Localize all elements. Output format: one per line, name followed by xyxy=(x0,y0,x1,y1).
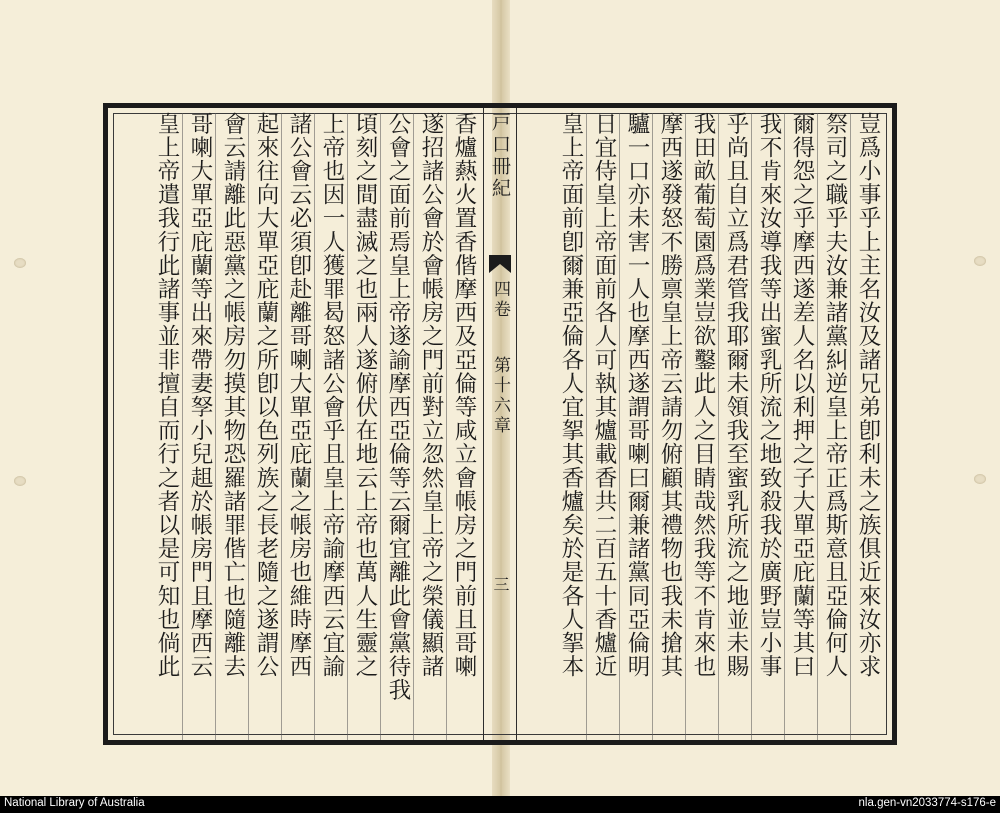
column-rule xyxy=(182,113,183,740)
column-rule xyxy=(751,113,752,740)
chapter-label: 第十六章 xyxy=(490,356,510,436)
fishtail-mark-icon xyxy=(488,254,512,274)
text-column: 我不肯來汝導我等出蜜乳所流之地致殺我於廣野豈小事 xyxy=(756,112,782,679)
volume-label: 四卷 xyxy=(490,280,510,320)
text-column: 哥喇大單亞庇蘭等出來帶妻孥小兒趄於帳房門且摩西云 xyxy=(187,112,213,679)
text-column: 爾得怨之乎摩西遂差人名以利押之子大單亞庇蘭等其曰 xyxy=(789,112,815,679)
column-rule xyxy=(784,113,785,740)
column-rule xyxy=(248,113,249,740)
binding-hole xyxy=(14,476,26,486)
text-column: 我田畝葡萄園爲業豈欲鑿此人之目睛哉然我等不肯來也 xyxy=(690,112,716,679)
text-column: 祭司之職乎夫汝兼諸黨糾逆皇上帝正爲斯意且亞倫何人 xyxy=(822,112,848,679)
footer-identifier: nla.gen-vn2033774-s176-e xyxy=(858,797,996,809)
text-column: 豈爲小事乎上主名汝及諸兄弟卽利未之族俱近來汝亦求 xyxy=(855,112,881,679)
book-title: 戸口冊紀 xyxy=(489,112,511,200)
column-rule xyxy=(347,113,348,740)
column-rule xyxy=(446,113,447,740)
column-rule xyxy=(215,113,216,740)
column-rule xyxy=(817,113,818,740)
text-column: 遂招諸公會於會帳房之門前對立忽然皇上帝之榮儀顯諸 xyxy=(418,112,444,679)
column-rule xyxy=(718,113,719,740)
text-column: 上帝也因一人獲罪曷怒諸公會乎且皇上帝諭摩西云宜諭 xyxy=(319,112,345,679)
text-column: 諸公會云必須卽赴離哥喇大單亞庇蘭之帳房也維時摩西 xyxy=(286,112,312,679)
text-column: 乎尚且自立爲君管我耶爾未領我至蜜乳所流之地並未賜 xyxy=(723,112,749,679)
text-column: 起來往向大單亞庇蘭之所卽以色列族之長老隨之遂謂公 xyxy=(253,112,279,679)
column-rule xyxy=(619,113,620,740)
text-column: 公會之面前焉皇上帝遂諭摩西亞倫等云爾宜離此會黨待我 xyxy=(385,112,411,702)
column-rule xyxy=(586,113,587,740)
text-column: 皇上帝遣我行此諸事並非擅自而行之者以是可知也倘此 xyxy=(154,112,180,679)
footer-library-name: National Library of Australia xyxy=(4,797,145,809)
binding-hole xyxy=(974,474,986,484)
binding-hole xyxy=(974,256,986,266)
column-rule xyxy=(281,113,282,740)
center-fold xyxy=(483,108,517,740)
column-rule xyxy=(380,113,381,740)
text-column: 皇上帝面前卽爾兼亞倫各人宜挐其香爐矣於是各人挐本 xyxy=(558,112,584,679)
column-rule xyxy=(652,113,653,740)
text-column: 日宜侍皇上帝面前各人可執其爐載香共二百五十香爐近 xyxy=(591,112,617,679)
text-column: 會云請離此惡黨之帳房勿摸其物恐羅諸罪偕亡也隨離去 xyxy=(220,112,246,679)
text-column: 驢一口亦未害一人也摩西遂謂哥喇曰爾兼諸黨同亞倫明 xyxy=(624,112,650,679)
column-rule xyxy=(314,113,315,740)
text-column: 香爐爇火置香偕摩西及亞倫等咸立會帳房之門前且哥喇 xyxy=(451,112,477,679)
text-column: 頃刻之間盡滅之也兩人遂俯伏在地云上帝也萬人生靈之 xyxy=(352,112,378,679)
column-rule xyxy=(850,113,851,740)
column-rule xyxy=(685,113,686,740)
binding-hole xyxy=(14,258,26,268)
footer-bar xyxy=(0,796,1000,813)
column-rule xyxy=(413,113,414,740)
folio-number: 三 xyxy=(491,576,510,595)
text-column: 摩西遂發怒不勝禀皇上帝云請勿俯顧其禮物也我未搶其 xyxy=(657,112,683,679)
